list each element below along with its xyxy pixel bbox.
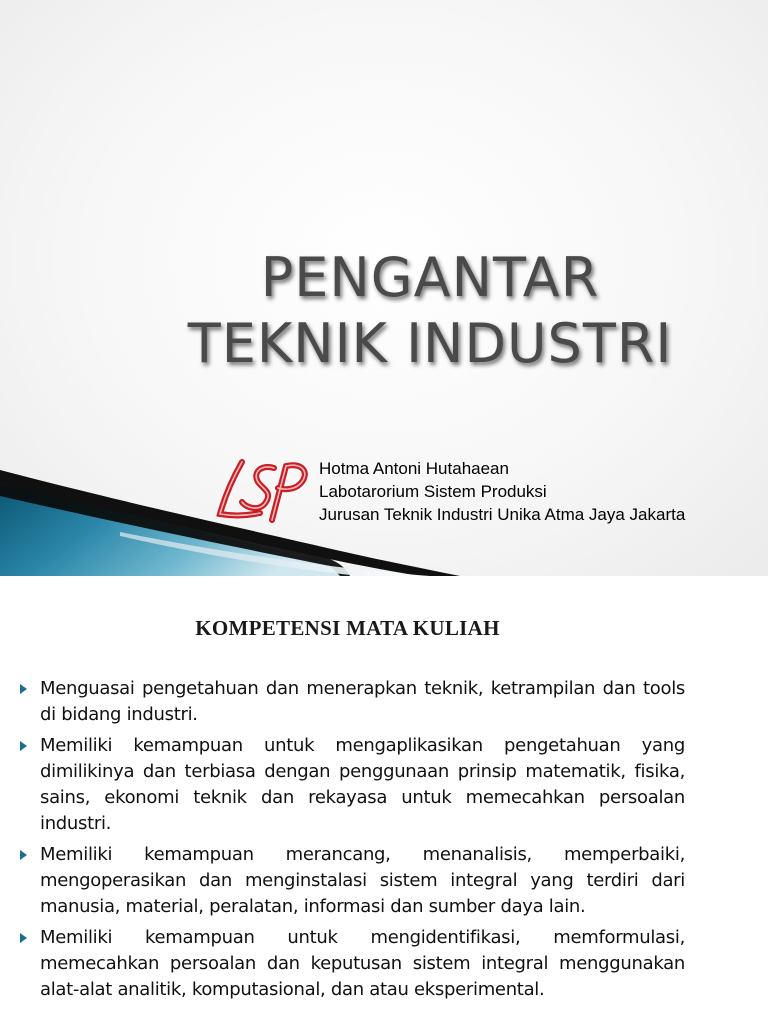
- competency-list: [18, 676, 685, 1008]
- bullet-arrow-icon: [20, 741, 27, 751]
- competency-item: [18, 925, 685, 1003]
- lsp-logo: [212, 458, 312, 528]
- bullet-arrow-icon: [20, 850, 27, 860]
- title-line-1: PENGANTAR: [260, 246, 600, 309]
- competency-text: Menguasai pengetahuan dan menerapkan teknik, ketrampilan dan tools di bidang industri.: [40, 678, 685, 725]
- author-department: Jurusan Teknik Industri Unika Atma Jaya Jakarta: [319, 505, 686, 524]
- competency-text: Memiliki kemampuan untuk mengaplikasikan pengetahuan yang dimilikinya dan terbiasa dengan penggunaan prinsip matematik, fisika, sains, ekonomi teknik dan rekayasa untuk memecahkan persoalan industri.: [40, 735, 685, 834]
- slide-title: [0, 245, 768, 377]
- competency-text: Memiliki kemampuan merancang, menanalisis, memperbaiki, mengoperasikan dan menginstalasi sistem integral yang terdiri dari manusia, material, peralatan, informasi dan sumber daya lain.: [40, 844, 685, 917]
- competency-text: Memiliki kemampuan untuk mengidentifikasi, memformulasi, memecahkan persoalan dan keputusan sistem integral menggunakan alat-alat analitik, komputasional, dan atau eksperimental.: [40, 927, 685, 1000]
- competency-heading: KOMPETENSI MATA KULIAH: [195, 616, 500, 640]
- competency-item: [18, 676, 685, 728]
- author-name: Hotma Antoni Hutahaean: [319, 459, 509, 478]
- author-lab: Labotarorium Sistem Produksi: [319, 482, 547, 501]
- title-line-2: TEKNIK INDUSTRI: [187, 312, 673, 375]
- author-info: [319, 457, 685, 526]
- bullet-arrow-icon: [20, 933, 27, 943]
- competency-slide: [0, 576, 768, 1024]
- competency-item: [18, 733, 685, 837]
- bullet-arrow-icon: [20, 684, 27, 694]
- competency-item: [18, 842, 685, 920]
